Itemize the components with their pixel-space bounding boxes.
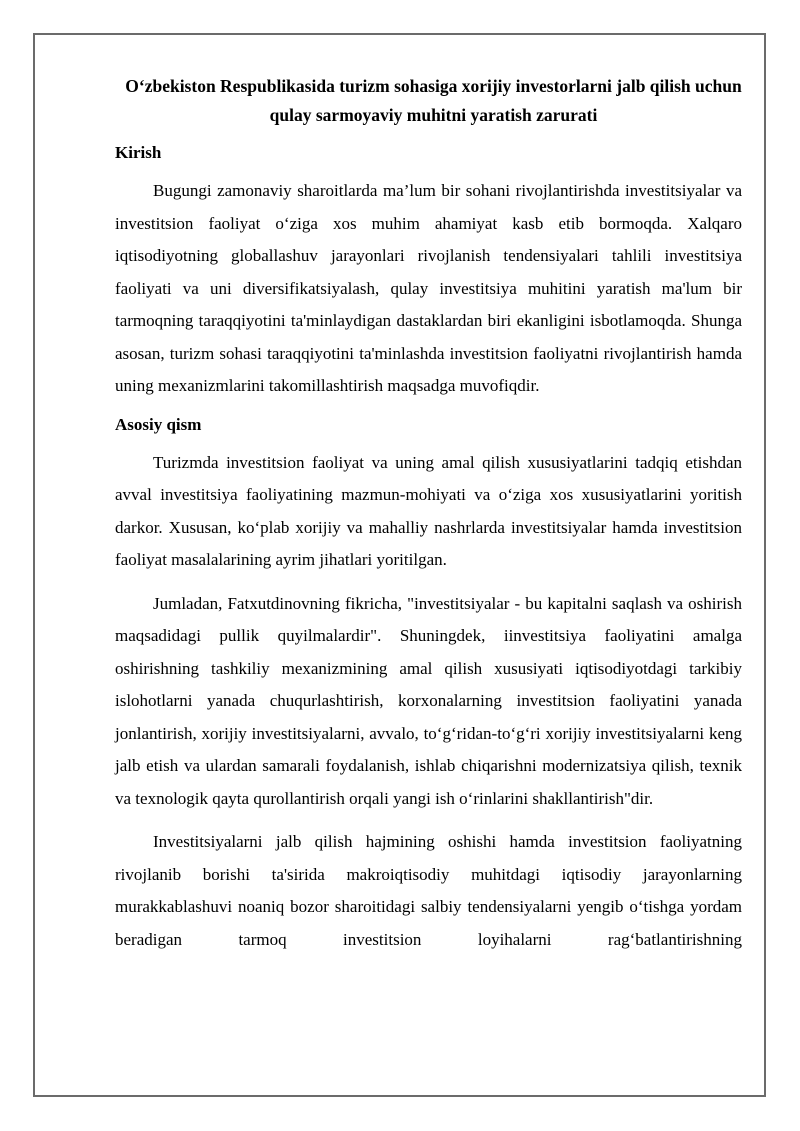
document-body <box>115 72 742 967</box>
main-paragraph-2: Jumladan, Fatxutdinovning fikricha, "investitsiyalar - bu kapitalni saqlash va oshirish maqsadidagi pullik quyilmalardir". Shuningdek, iinvestitsiya faoliyatini amalga oshirishning tashkiliy mexanizmining amal qilish xususiyati iqtisodiyotdagi tarkibiy islohotlarni yanada chuqurlashtirish, korxonalarning investitsion faoliyatini yanada jonlantirish, xorijiy investitsiyalarni, avvalo, to‘g‘ridan-to‘g‘ri xorijiy investitsiyalarni keng jalb etish va ulardan samarali foydalanish, ishlab chiqarishni modernizatsiya qilish, texnik va texnologik qayta qurollantirish orqali yangi ish o‘rinlarini shakllantirish"dir. <box>115 593 742 808</box>
section-heading-main-part: Asosiy qism <box>115 414 202 434</box>
main-paragraph-1: Turizmda investitsion faoliyat va uning amal qilish xususiyatlarini tadqiq etishdan avval investitsiya faoliyatining mazmun-mohiyati va o‘ziga xos xususiyatlarini yoritish darkor. Xususan, ko‘plab xorijiy va mahalliy nashrlarda investitsiyalar hamda investitsion faoliyat masalalarining ayrim jihatlari yoritilgan. <box>115 452 742 569</box>
main-paragraph-3: Investitsiyalarni jalb qilish hajmining oshishi hamda investitsion faoliyatning rivojlanib borishi ta'sirida makroiqtisodiy muhitdagi iqtisodiy jarayonlarning murakkablashuvi noaniq bozor sharoitidagi salbiy tendensiyalarni yengib o‘tishga yordam beradigan tarmoq investitsion loyihalarni rag‘batlantirishning <box>115 832 742 949</box>
document-title: O‘zbekiston Respublikasida turizm sohasiga xorijiy investorlarni jalb qilish uchun qulay sarmoyaviy muhitni yaratish zarurati <box>125 76 742 125</box>
section-heading-introduction: Kirish <box>115 143 162 162</box>
introduction-paragraph: Bugungi zamonaviy sharoitlarda ma’lum bir sohani rivojlantirishda investitsiyalar va investitsion faoliyat o‘ziga xos muhim ahamiyat kasb etib bormoqda. Xalqaro iqtisodiyotning globallashuv jarayonlari rivojlanish tendensiyalari tahlili investitsiya faoliyati va uni diversifikatsiyalash, qulay investitsiya muhitini yaratish ma'lum bir tarmoqning taraqqiyotini ta'minlaydigan dastaklardan biri ekanligini isbotlamoqda. Shunga asosan, turizm sohasi taraqqiyotini ta'minlashda investitsion faoliyatni rivojlantirish hamda uning mexanizmlarini takomillashtirish maqsadga muvofiqdir. <box>115 181 742 395</box>
